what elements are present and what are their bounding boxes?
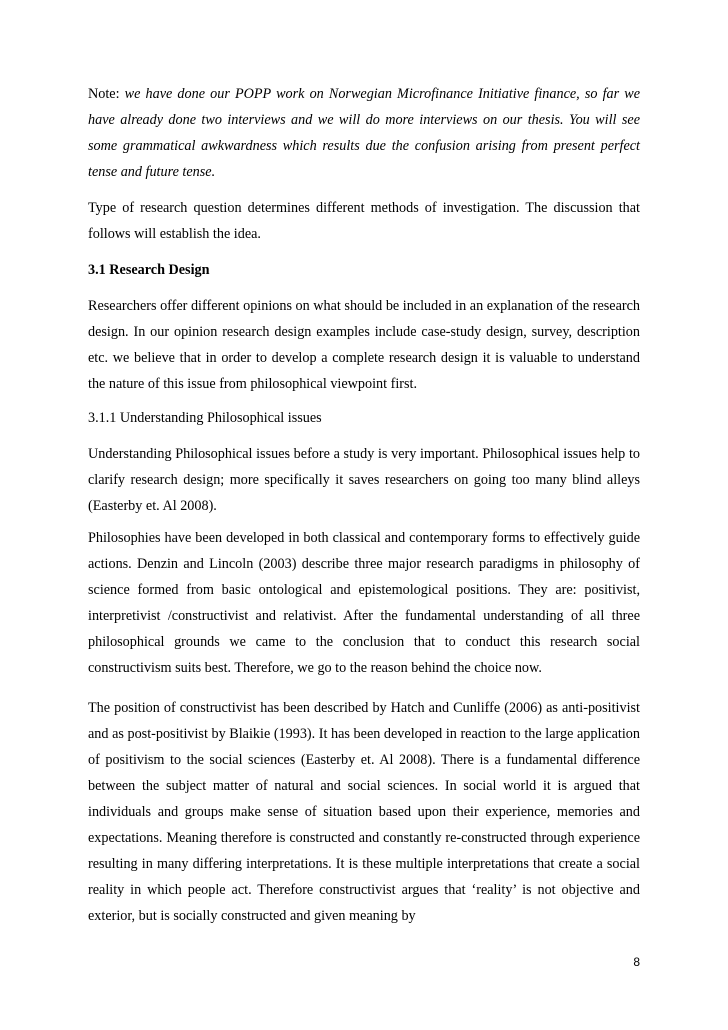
note-label: Note: [88, 86, 120, 102]
subsection-heading: 3.1.1 Understanding Philosophical issues [88, 410, 322, 426]
note-text: we have done our POPP work on Norwegian Microfinance Initiative finance, so far we have already done two interviews and we will do more interviews on our thesis. You will see some grammatical awkwardness which results due the confusion arising from present perfect tense and future tense. [88, 86, 641, 180]
subsection-paragraph-1: Understanding Philosophical issues before a study is very important. Philosophical issues help to clarify research design; more specifically it saves researchers on going too many blind alleys (Easterby et. Al 2008). [88, 446, 640, 514]
subsection-paragraph-2: Philosophies have been developed in both classical and contemporary forms to effectively guide actions. Denzin and Lincoln (2003) describe three major research paradigms in philosophy of science formed from basic ontological and epistemological positions. They are: positivist, interpretivist /constructivist and relativist. After the fundamental understanding of all three philosophical grounds we came to the conclusion that to conduct this research social constructivism suits best. Therefore, we go to the reason behind the choice now. [88, 530, 640, 676]
section-heading: 3.1 Research Design [88, 262, 210, 278]
subsection-paragraph-3: The position of constructivist has been described by Hatch and Cunliffe (2006) as anti-positivist and as post-positivist by Blaikie (1993). It has been developed in reaction to the large application of positivism to the social sciences (Easterby et. Al 2008). There is a fundamental difference between the subject matter of natural and social sciences. In social world it is argued that individuals and groups make sense of situation based upon their experience, memories and expectations. Meaning therefore is constructed and constantly re-constructed through experience resulting in many differing interpretations. It is these multiple interpretations that create a social reality in which people act. Therefore constructivist argues that ‘reality’ is not objective and exterior, but is socially constructed and given meaning by [88, 700, 640, 924]
section-paragraph: Researchers offer different opinions on what should be included in an explanation of the research design. In our opinion research design examples include case-study design, survey, description etc. we believe that in order to develop a complete research design it is valuable to understand the nature of this issue from philosophical viewpoint first. [88, 298, 640, 392]
note-paragraph [88, 81, 640, 185]
page-content [88, 81, 640, 929]
page-number: 8 [633, 955, 640, 969]
intro-paragraph: Type of research question determines different methods of investigation. The discussion that follows will establish the idea. [88, 200, 640, 242]
